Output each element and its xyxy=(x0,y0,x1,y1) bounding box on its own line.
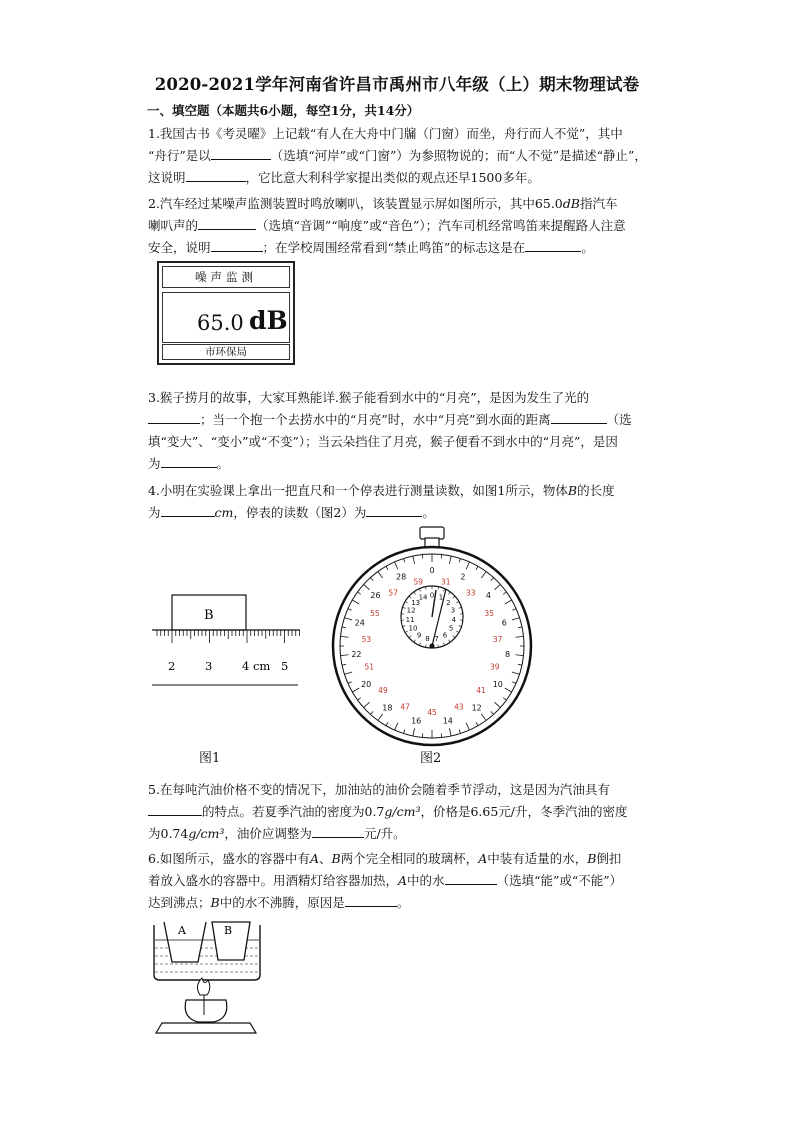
q6-line1: 6.如图所示，盛水的容器中有A、B两个完全相同的玻璃杯，A中装有适量的水，B倒扣 xyxy=(148,851,622,866)
q2-line1: 2.汽车经过某噪声监测装置时鸣放喇叭，该装置显示屏如图所示，其中65.0dB指汽车 xyxy=(148,196,618,211)
question-6 xyxy=(148,848,654,914)
q1-line2: “舟行”是以 （选填“河岸”或“门窗”）为参照物说的；而“人不觉”是描述“静止”， xyxy=(148,148,647,163)
hand-pivot xyxy=(430,644,435,649)
answer-blank[interactable] xyxy=(186,168,246,182)
answer-blank[interactable] xyxy=(366,503,422,517)
subdial-number: 14 xyxy=(418,593,428,602)
subdial-number: 10 xyxy=(408,624,418,633)
dial-number-red: 43 xyxy=(454,702,464,712)
answer-blank[interactable] xyxy=(211,146,271,160)
ruler-label-3: 3 xyxy=(205,659,213,673)
figure-1-caption: 图1 xyxy=(199,751,221,766)
subdial-number: 9 xyxy=(416,631,422,640)
object-b-label: B xyxy=(204,608,214,623)
answer-blank[interactable] xyxy=(345,893,397,907)
dial-number: 10 xyxy=(492,680,503,689)
subdial-number: 12 xyxy=(406,606,416,615)
dial-number-red: 51 xyxy=(364,662,375,672)
subdial-number: 7 xyxy=(434,635,439,644)
monitor-value: 65.0 xyxy=(197,311,244,335)
answer-blank[interactable] xyxy=(551,410,607,424)
dial-number-red: 41 xyxy=(476,686,486,696)
monitor-header: 噪声监测 xyxy=(162,266,290,288)
figure-2-caption: 图2 xyxy=(420,751,442,766)
dial-number: 6 xyxy=(501,618,507,628)
q1-line3: 这说明 ，它比意大利科学家提出类似的观点还早1500多年。 xyxy=(148,170,540,185)
question-5 xyxy=(148,779,654,845)
monitor-display xyxy=(162,292,290,343)
answer-blank[interactable] xyxy=(525,238,581,252)
dial-number: 28 xyxy=(395,572,407,582)
stopwatch-crown xyxy=(420,527,444,539)
subdial-number: 6 xyxy=(442,631,448,640)
answer-blank[interactable] xyxy=(148,802,202,816)
answer-blank[interactable] xyxy=(445,871,497,885)
subdial-number: 3 xyxy=(450,606,456,615)
subdial-number: 4 xyxy=(451,615,457,624)
dial-number: 24 xyxy=(354,618,365,628)
subdial-number: 11 xyxy=(405,615,415,624)
dial-number-red: 47 xyxy=(400,702,410,712)
dial-number: 16 xyxy=(411,716,422,726)
question-3 xyxy=(148,387,654,475)
dial-number-red: 39 xyxy=(489,662,500,672)
q2-line2: 喇叭声的 （选填“音调”“响度”或“音色”）；汽车司机经常鸣笛来提醒路人注意 xyxy=(148,218,626,233)
question-2 xyxy=(148,193,654,259)
answer-blank[interactable] xyxy=(161,454,217,468)
q3-line3: 填“变大”、“变小”或“不变”）；当云朵挡住了月亮，猴子便看不到水中的“月亮”，是因 xyxy=(148,434,618,449)
q3-line1: 3.猴子捞月的故事，大家耳熟能详.猴子能看到水中的“月亮”，是因为发生了光的 xyxy=(148,390,590,405)
stopwatch-figure xyxy=(332,527,532,742)
cup-a-label: A xyxy=(178,924,186,937)
alcohol-lamp xyxy=(185,1000,227,1022)
dial-number-red: 57 xyxy=(388,588,398,598)
q1-line1: 1.我国古书《考灵曜》上记载“有人在大舟中门牖（门窗）而坐，舟行而人不觉”，其中 xyxy=(148,126,623,141)
lamp-base xyxy=(156,1023,256,1033)
q2-line3: 安全，说明 ；在学校周围经常看到“禁止鸣笛”的标志这是在 。 xyxy=(148,240,594,255)
dial-number: 14 xyxy=(442,716,453,726)
dial-number-red: 59 xyxy=(413,577,424,587)
dial-number-red: 45 xyxy=(427,708,437,717)
page-title: 2020-2021学年河南省许昌市禹州市八年级（上）期末物理试卷 xyxy=(154,75,640,94)
ruler-label-2: 2 xyxy=(168,659,176,673)
dial-number-red: 33 xyxy=(466,588,476,598)
q3-line4: 为 。 xyxy=(148,456,230,471)
subdial-number: 0 xyxy=(429,591,435,600)
dial-number-red: 37 xyxy=(492,635,503,645)
dial-number: 18 xyxy=(382,703,393,713)
answer-blank[interactable] xyxy=(148,410,200,424)
q5-line3: 为0.74g/cm³，油价应调整为 元/升。 xyxy=(148,826,406,841)
ruler-figure xyxy=(148,590,308,690)
q4-line2: 为 cm，停表的读数（图2）为 。 xyxy=(148,505,435,520)
question-1 xyxy=(148,123,654,189)
noise-monitor-figure xyxy=(157,261,295,365)
subdial-number: 8 xyxy=(425,635,430,644)
q4-line1: 4.小明在实验课上拿出一把直尺和一个停表进行测量读数，如图1所示，物体B的长度 xyxy=(148,483,615,498)
ruler-label-4cm: 4 cm xyxy=(242,659,271,673)
dial-number: 2 xyxy=(460,572,466,582)
heating-apparatus-figure xyxy=(152,920,267,1045)
subdial-number: 13 xyxy=(411,598,421,607)
dial-number: 8 xyxy=(505,649,511,659)
dial-number: 0 xyxy=(429,566,435,575)
monitor-footer: 市环保局 xyxy=(162,344,290,360)
monitor-unit: dB xyxy=(249,306,288,335)
q5-line2: 的特点。若夏季汽油的密度为0.7g/cm³，价格是6.65元/升，冬季汽油的密度 xyxy=(148,801,654,823)
dial-number: 26 xyxy=(370,591,381,601)
question-4 xyxy=(148,480,654,524)
cup-b-label: B xyxy=(224,924,233,937)
dial-number-red: 53 xyxy=(361,635,372,645)
answer-blank[interactable] xyxy=(312,824,364,838)
answer-blank[interactable] xyxy=(198,216,256,230)
q5-line1: 5.在每吨汽油价格不变的情况下，加油站的油价会随着季节浮动，这是因为汽油具有 xyxy=(148,782,610,797)
dial-number-red: 31 xyxy=(440,577,451,587)
subdial-number: 2 xyxy=(446,598,451,607)
q6-line3: 达到沸点；B中的水不沸腾，原因是 。 xyxy=(148,895,410,910)
section-heading: 一、填空题（本题共6小题，每空1分，共14分） xyxy=(147,103,420,118)
dial-number: 4 xyxy=(485,591,492,601)
q3-line2: ；当一个抱一个去捞水中的“月亮”时，水中“月亮”到水面的距离 （选 xyxy=(148,409,654,431)
dial-number: 12 xyxy=(471,703,482,713)
subdial-number: 5 xyxy=(448,624,454,633)
dial-number: 22 xyxy=(351,649,362,659)
ruler-ticks xyxy=(157,630,300,643)
q6-line2: 着放入盛水的容器中。用酒精灯给容器加热，A中的水 （选填“能”或“不能”） xyxy=(148,873,623,888)
dial-number-red: 55 xyxy=(370,609,380,618)
dial-number-red: 49 xyxy=(378,686,388,696)
dial-number: 20 xyxy=(361,680,372,689)
answer-blank[interactable] xyxy=(161,503,215,517)
ruler-label-5: 5 xyxy=(281,659,289,673)
subdial-number: 1 xyxy=(438,593,444,602)
answer-blank[interactable] xyxy=(211,238,263,252)
dial-number-red: 35 xyxy=(484,609,494,618)
